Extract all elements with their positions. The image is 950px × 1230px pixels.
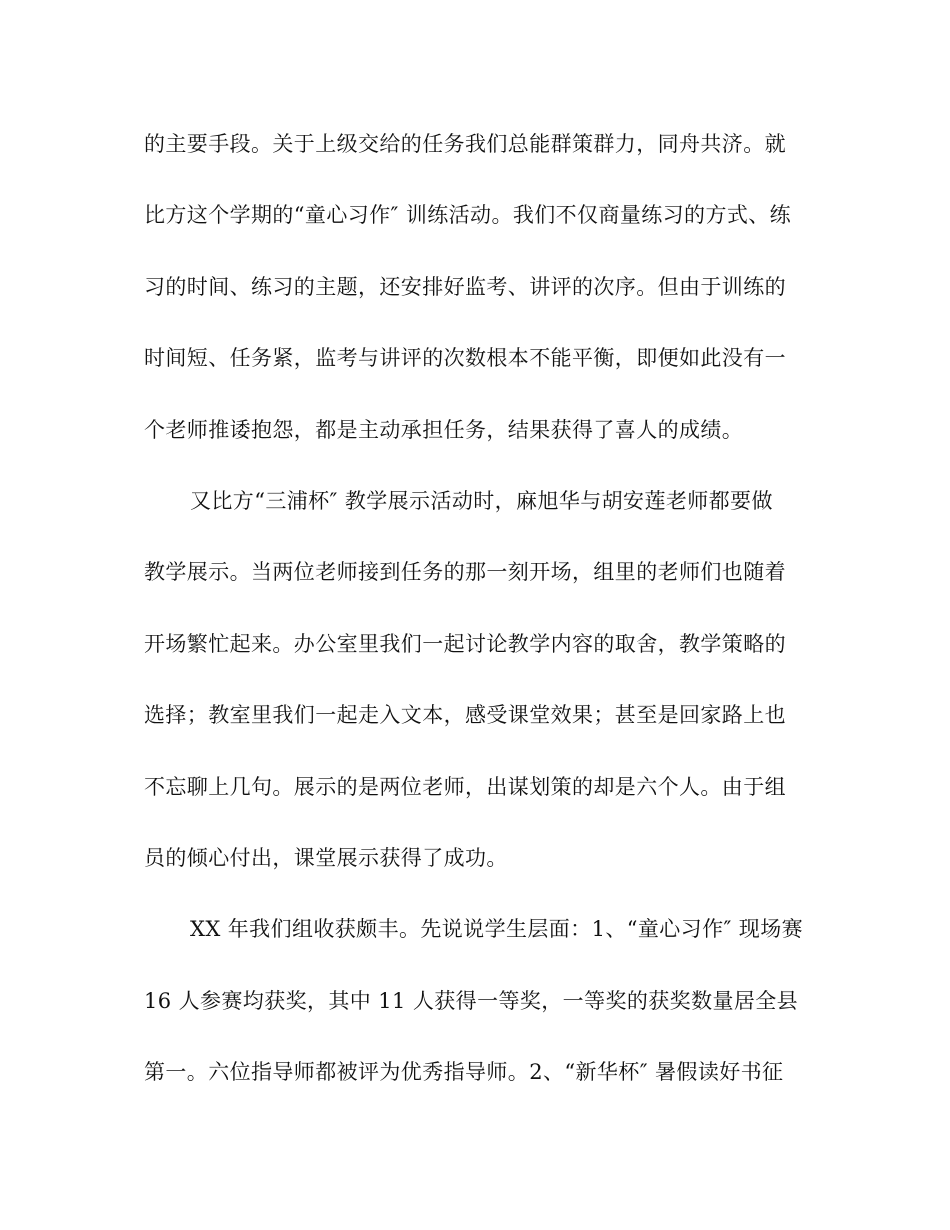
text-line: 习的时间、练习的主题，还安排好监考、讲评的次序。但由于训练的 (144, 274, 786, 299)
text-line: 16 人参赛均获奖，其中 11 人获得一等奖，一等奖的获奖数量居全县 (144, 988, 799, 1013)
document-body (144, 124, 806, 1123)
text-line: 时间短、任务紧，监考与讲评的次数根本不能平衡，即便如此没有一 (144, 346, 786, 371)
paragraph-first-line: XX 年我们组收获颇丰。先说说学生层面：1、“童心习作″ 现场赛 (190, 917, 803, 942)
text-line: 个老师推诿抱怨，都是主动承担任务，结果获得了喜人的成绩。 (144, 417, 744, 442)
text-line: 第一。六位指导师都被评为优秀指导师。2、“新华杯″ 暑假读好书征 (144, 1060, 784, 1085)
text-line: 开场繁忙起来。办公室里我们一起讨论教学内容的取舍，教学策略的 (144, 631, 786, 656)
text-line: 教学展示。当两位老师接到任务的那一刻开场，组里的老师们也随着 (144, 560, 786, 585)
text-line: 比方这个学期的“童心习作″ 训练活动。我们不仅商量练习的方式、练 (144, 203, 792, 228)
text-line: 不忘聊上几句。展示的是两位老师，出谋划策的却是六个人。由于组 (144, 774, 786, 799)
text-line: 的主要手段。关于上级交给的任务我们总能群策群力，同舟共济。就 (144, 132, 786, 156)
paragraph-first-line: 又比方“三浦杯″ 教学展示活动时，麻旭华与胡安莲老师都要做 (190, 488, 773, 513)
text-line: 员的倾心付出，课堂展示获得了成功。 (144, 845, 508, 870)
text-line: 选择；教室里我们一起走入文本，感受课堂效果；甚至是回家路上也 (144, 703, 786, 728)
